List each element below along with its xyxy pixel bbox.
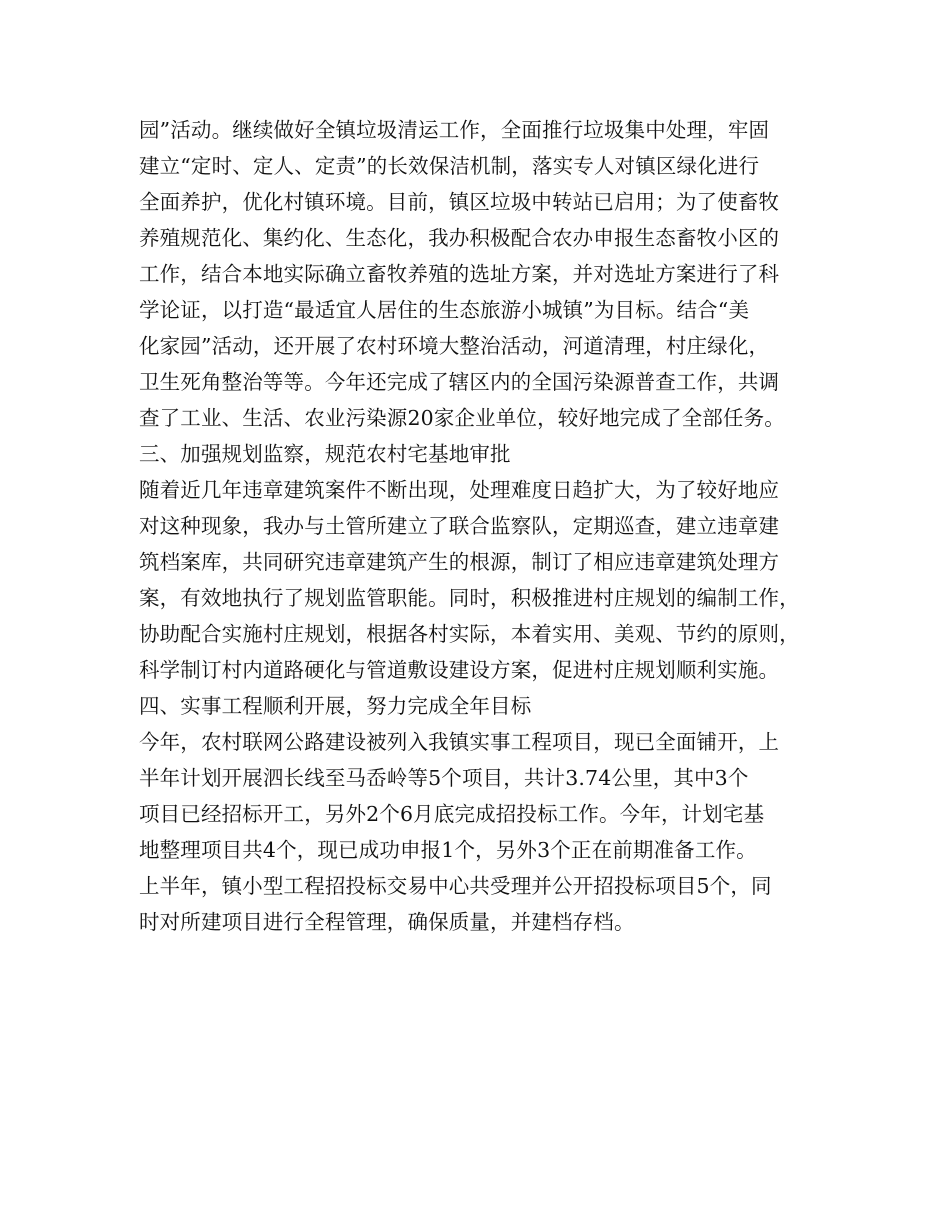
paragraph-line: 地整理项目共4个，现已成功申报1个，另外3个正在前期准备工作。 [139,838,757,862]
paragraph-line: 上半年，镇小型工程招投标交易中心共受理并公开招投标项目5个，同 [139,874,772,898]
paragraph-line: 工作，结合本地实际确立畜牧养殖的选址方案，并对选址方案进行了科 [139,262,780,286]
paragraph-line: 时对所建项目进行全程管理，确保质量，并建档存档。 [139,910,635,934]
paragraph-line: 园”活动。继续做好全镇垃圾清运工作，全面推行垃圾集中处理，牢固 [139,118,770,142]
paragraph-line: 化家园”活动，还开展了农村环境大整治活动，河道清理，村庄绿化， [139,334,770,358]
paragraph-line: 筑档案库，共同研究违章建筑产生的根源，制订了相应违章建筑处理方 [139,550,780,574]
section-heading-3: 三、加强规划监察，规范农村宅基地审批 [139,442,511,466]
document-body [139,112,829,940]
paragraph-line: 随着近几年违章建筑案件不断出现，处理难度日趋扩大，为了较好地应 [139,478,780,502]
paragraph-line: 查了工业、生活、农业污染源20家企业单位，较好地完成了全部任务。 [139,406,785,430]
paragraph-line: 建立“定时、定人、定责”的长效保洁机制，落实专人对镇区绿化进行 [139,154,760,178]
paragraph-line: 半年计划开展泗长线至马岙岭等5个项目，共计3.74公里，其中3个 [139,766,749,790]
paragraph-line: 卫生死角整治等等。今年还完成了辖区内的全国污染源普查工作，共调 [139,370,780,394]
paragraph-line: 科学制订村内道路硬化与管道敷设建设方案，促进村庄规划顺利实施。 [139,658,780,682]
paragraph-line: 对这种现象，我办与土管所建立了联合监察队，定期巡查，建立违章建 [139,514,780,538]
paragraph-line: 养殖规范化、集约化、生态化，我办积极配合农办申报生态畜牧小区的 [139,226,780,250]
paragraph-line: 全面养护，优化村镇环境。目前，镇区垃圾中转站已启用；为了使畜牧 [139,190,780,214]
paragraph-line: 协助配合实施村庄规划，根据各村实际，本着实用、美观、节约的原则， [139,622,800,646]
section-heading-4: 四、实事工程顺利开展，努力完成全年目标 [139,694,532,718]
paragraph-line: 今年，农村联网公路建设被列入我镇实事工程项目，现已全面铺开，上 [139,730,780,754]
paragraph-line: 学论证，以打造“最适宜人居住的生态旅游小城镇”为目标。结合“美 [139,298,750,322]
paragraph-line: 项目已经招标开工，另外2个6月底完成招投标工作。今年，计划宅基 [139,802,765,826]
paragraph-line: 案，有效地执行了规划监管职能。同时，积极推进村庄规划的编制工作， [139,586,800,610]
